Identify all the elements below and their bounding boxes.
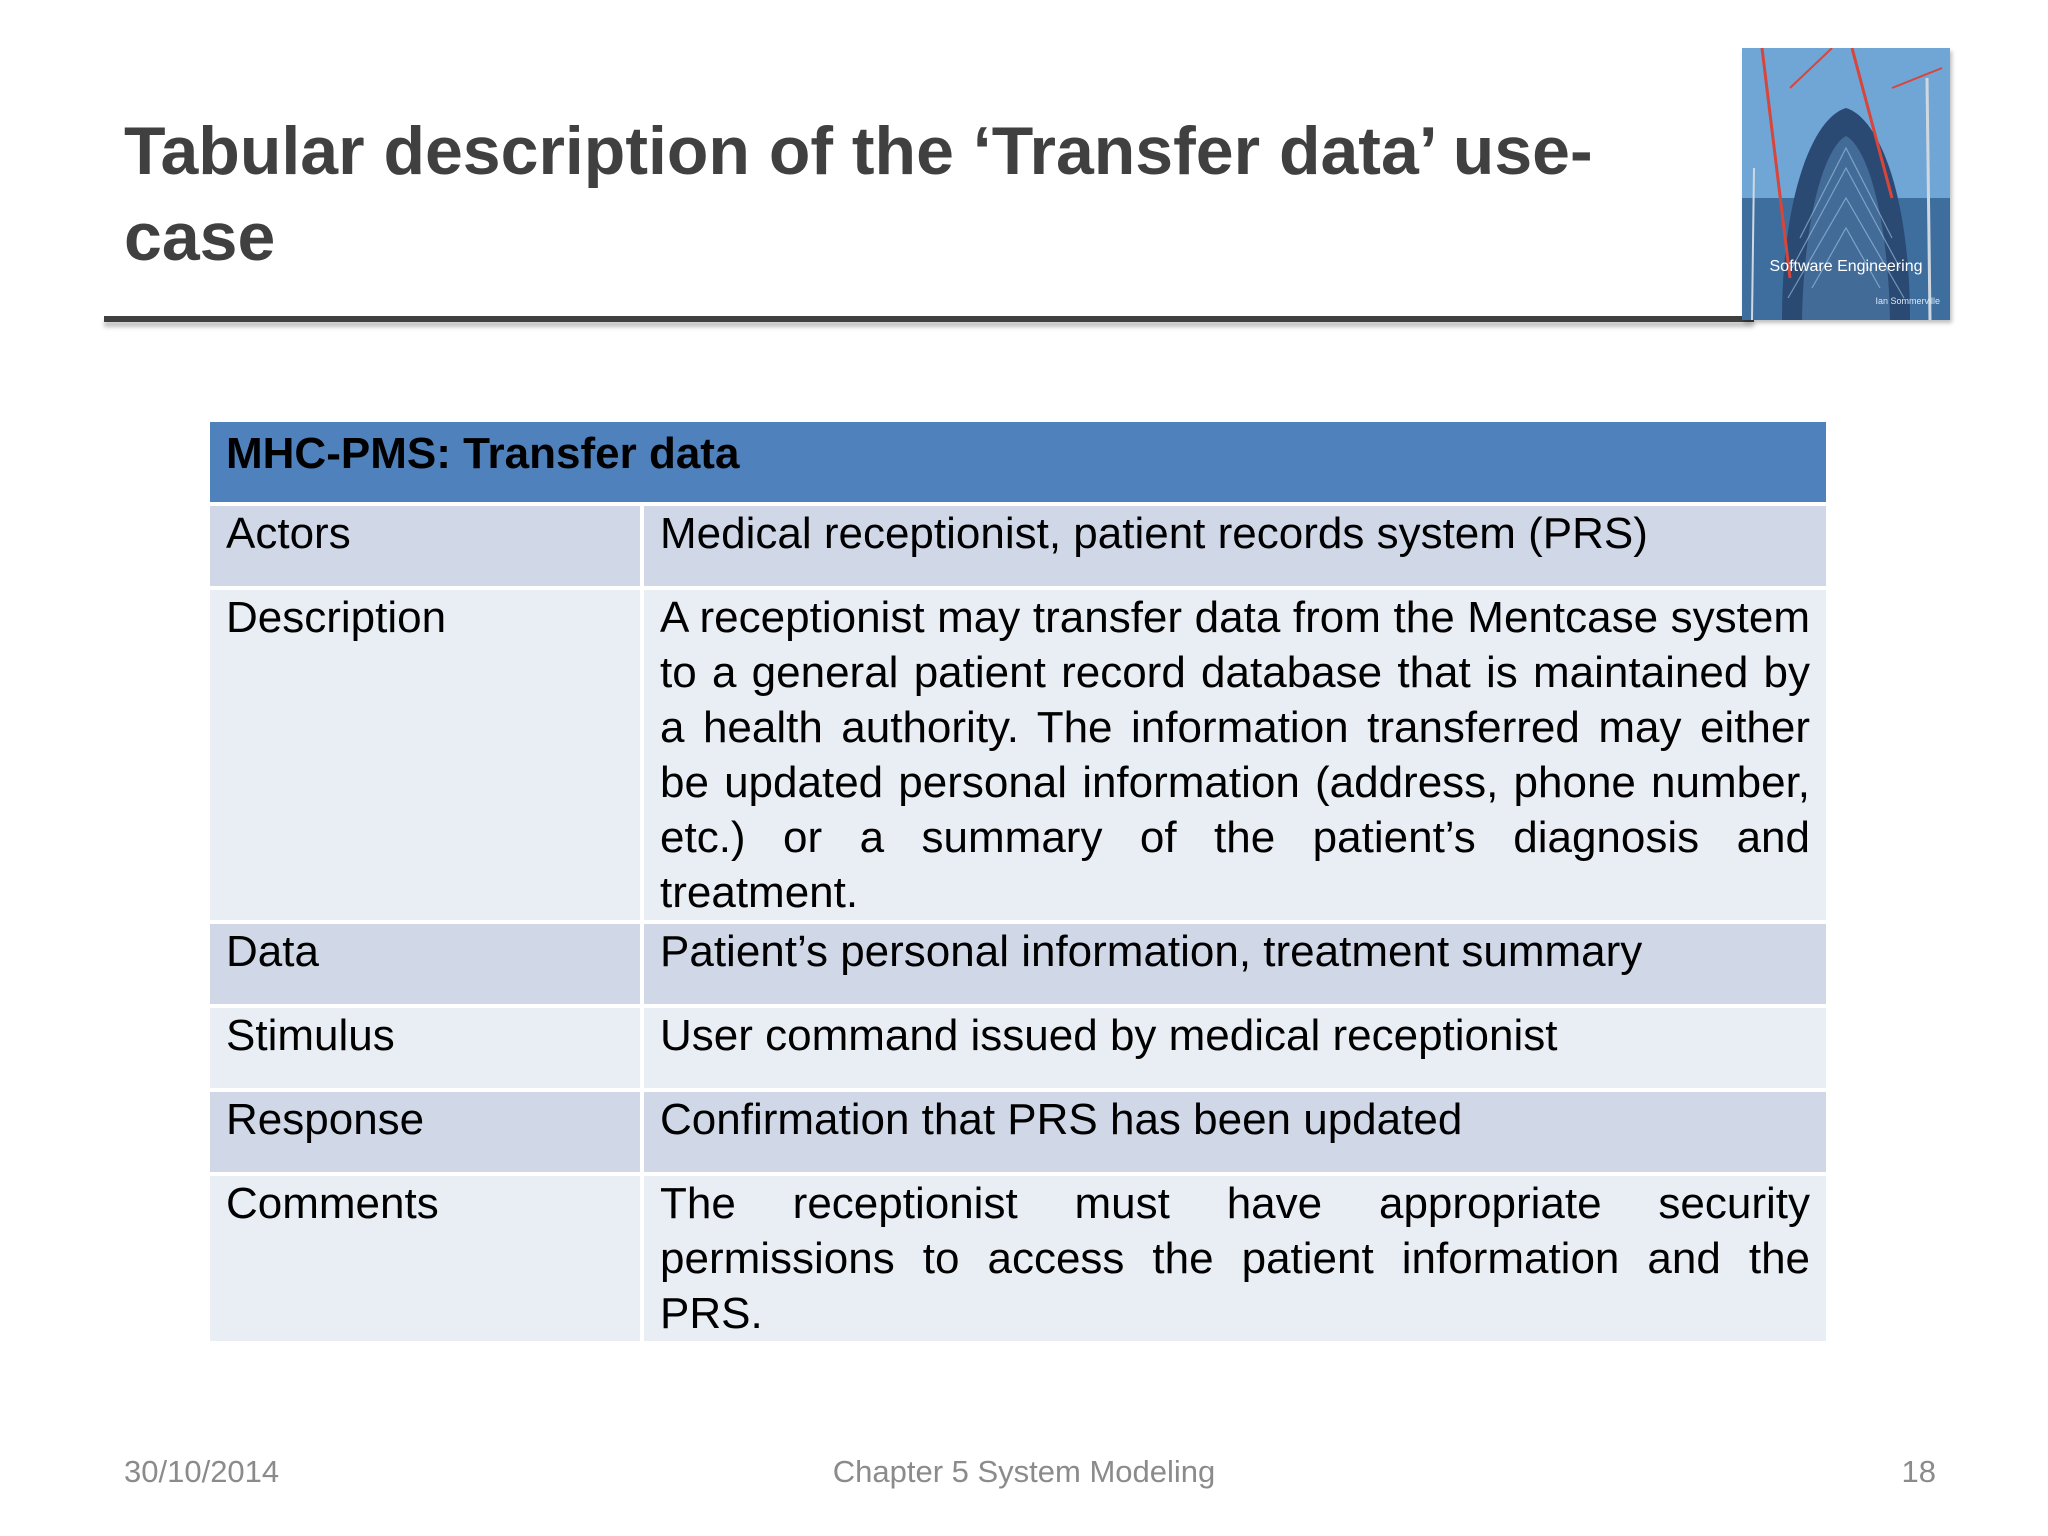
row-label-response: Response bbox=[208, 1090, 642, 1174]
table-header-row bbox=[208, 422, 1828, 504]
row-label-actors: Actors bbox=[208, 504, 642, 588]
row-value-response: Confirmation that PRS has been updated bbox=[642, 1090, 1828, 1174]
row-label-data: Data bbox=[208, 922, 642, 1006]
row-value-data: Patient’s personal information, treatment summary bbox=[642, 922, 1828, 1006]
row-label-comments: Comments bbox=[208, 1174, 642, 1343]
row-value-actors: Medical receptionist, patient records system (PRS) bbox=[642, 504, 1828, 588]
table-row bbox=[208, 922, 1828, 1006]
table-row bbox=[208, 588, 1828, 922]
slide-title: Tabular description of the ‘Transfer data’ use-case bbox=[124, 113, 1593, 275]
table-row bbox=[208, 1174, 1828, 1343]
cover-author-text: Ian Sommerville bbox=[1875, 296, 1940, 306]
row-value-stimulus: User command issued by medical receptionist bbox=[642, 1006, 1828, 1090]
use-case-table bbox=[206, 422, 1830, 1345]
title-divider bbox=[104, 316, 1754, 322]
cover-title-text: Software Engineering bbox=[1769, 258, 1923, 275]
row-label-description: Description bbox=[208, 588, 642, 922]
row-value-description: A receptionist may transfer data from the Mentcase system to a general patient record database that is maintained by a health authority. The information transferred may either be updated personal information (address, phone number, etc.) or a summary of the patient’s diagnosis and treatment. bbox=[642, 588, 1828, 922]
table-header-cell: MHC-PMS: Transfer data bbox=[208, 422, 1828, 504]
footer-page-number: 18 bbox=[1901, 1454, 1936, 1489]
row-value-comments: The receptionist must have appropriate security permissions to access the patient information and the PRS. bbox=[642, 1174, 1828, 1343]
table-row bbox=[208, 1006, 1828, 1090]
footer-date: 30/10/2014 bbox=[124, 1454, 280, 1489]
book-cover-image bbox=[1742, 48, 1950, 320]
row-label-stimulus: Stimulus bbox=[208, 1006, 642, 1090]
table-row bbox=[208, 1090, 1828, 1174]
footer-chapter: Chapter 5 System Modeling bbox=[832, 1454, 1216, 1489]
table-row bbox=[208, 504, 1828, 588]
cover-artwork bbox=[1742, 48, 1950, 320]
